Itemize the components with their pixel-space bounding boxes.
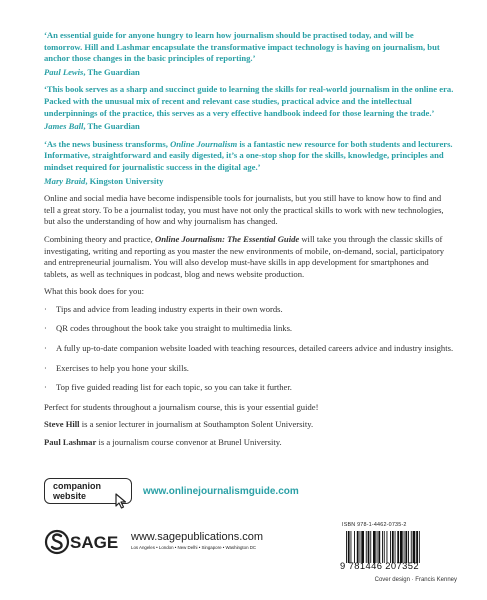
author-2-name: Paul Lashmar [44, 437, 97, 448]
bullet-mark: · [44, 303, 47, 314]
barcode-bar [387, 531, 388, 563]
isbn-label: ISBN 978-1-4462-0735-2 [342, 522, 407, 528]
barcode-bar [419, 531, 420, 563]
quote-3-source: , Kingston University [85, 175, 164, 186]
bullet-mark: · [44, 343, 47, 354]
barcode-bar [360, 531, 361, 563]
back-cover-content [44, 30, 454, 455]
author-2-bio [44, 437, 454, 449]
publisher-url[interactable]: www.sagepublications.com [131, 531, 264, 543]
does-heading: What this book does for you: [44, 286, 145, 297]
barcode-bar [348, 531, 350, 563]
bullet-mark: · [44, 323, 47, 334]
barcode-bar [384, 531, 385, 563]
list-item [44, 382, 454, 394]
cover-design-credit: Cover design · Francis Kenney [374, 577, 457, 583]
quote-1-text: ‘An essential guide for anyone hungry to learn how journalism should be practised today, and will be tomorrow. Hill and Lashmar encapsulate the transformative impact technology is having on journalism, but anchor those changes in the basic principles of reporting.’ [44, 30, 440, 64]
combining-before: Combining theory and practice, [44, 233, 155, 244]
sage-logo [44, 527, 128, 557]
combining-book-title: Online Journalism: The Essential Guide [154, 233, 300, 244]
quote-1-source: , The Guardian [83, 66, 140, 77]
barcode-bar [411, 531, 412, 563]
bullet-mark: · [44, 362, 47, 373]
list-item [44, 343, 454, 355]
barcode-bar [400, 531, 403, 563]
quote-2-text: ‘This book serves as a sharp and succinct guide to learning the skills for real-world journalism in the online era. Packed with the unusual mix of recent and relevant case studies, practical advice and the intellectual underpinnings of the practice, this serves as a very effective handbook indeed for those learning the trade.’ [44, 84, 454, 118]
barcode-bar [413, 531, 416, 563]
barcode-bar [346, 531, 347, 563]
closing-paragraph: Perfect for students throughout a journalism course, this is your essential guide! [44, 401, 319, 412]
quote-2-name: James Ball [44, 121, 84, 132]
barcode-bar [382, 531, 383, 563]
barcode-bar [378, 531, 380, 563]
quote-3-book-title: Online Journalism [170, 138, 238, 149]
quote-3-attribution [44, 176, 454, 188]
barcode-bar [351, 531, 352, 563]
list-item [44, 304, 454, 316]
barcode-bar [397, 531, 399, 563]
barcode-bar [373, 531, 376, 563]
quote-2-source: , The Guardian [83, 121, 140, 132]
barcode-bar [416, 531, 418, 563]
companion-line-2: website [53, 490, 87, 501]
barcode-bar [405, 531, 407, 563]
combining-paragraph [44, 234, 454, 280]
barcode-bar [392, 531, 394, 563]
barcode-bar [354, 531, 355, 563]
companion-website-link[interactable]: www.onlinejournalismguide.com [143, 486, 299, 497]
list-item-text: QR codes throughout the book take you straight to multimedia links. [56, 323, 293, 334]
list-item-text: Exercises to help you hone your skills. [56, 362, 189, 373]
quote-3 [44, 139, 454, 174]
barcode-bar [366, 531, 367, 563]
quote-2 [44, 84, 454, 119]
barcode-bar [370, 531, 371, 563]
barcode-bar [408, 531, 409, 563]
list-item [44, 363, 454, 375]
quote-3-text-before: ‘As the news business transforms, [44, 138, 171, 149]
quote-1 [44, 30, 454, 65]
quote-3-text-after: is a fantastic new resource for both students and lecturers. Informative, straightforward and easily digested, it’s a one-stop shop for the skills, knowledge, principles and mindset required for journalistic success in the digital age.’ [44, 138, 453, 172]
author-1-bio-text: is a senior lecturer in journalism at Southampton Solent University. [79, 419, 314, 430]
intro-paragraph: Online and social media have become indispensible tools for journalists, but you still have to know how to find and tell a great story. To be a journalist today, you must have not only the practical skills to work with new technologies, but also the understanding of how and why journalism has changed. [44, 193, 444, 227]
sage-logo-text: SAGE [70, 533, 119, 552]
barcode-bar [390, 531, 391, 563]
combining-after: will take you through the classic skills of investigating, writing and reporting as you master the new environments of mobile, on-demand, social, participatory and entrepreneurial journalism. You will also develop must-have skills in app development for smartphones and tablets, as well as techniques in podcast, blog and news website production. [44, 233, 444, 279]
barcode-digits: 9 781446 207352 [340, 560, 419, 571]
cursor-arrow-icon [115, 493, 127, 509]
author-1-name: Steve Hill [44, 419, 80, 430]
barcode-bar [377, 531, 378, 563]
list-item [44, 323, 454, 335]
publisher-cities: Los Angeles • London • New Delhi • Singapore • Washington DC [131, 545, 257, 550]
author-2-bio-text: is a journalism course convenor at Brunel University. [96, 437, 282, 448]
companion-website-badge[interactable] [44, 478, 132, 504]
author-1-bio [44, 419, 454, 431]
barcode-bar [395, 531, 396, 563]
barcode [346, 531, 444, 563]
quote-1-name: Paul Lewis [44, 66, 84, 77]
list-item-text: A fully up-to-date companion website loaded with teaching resources, detailed careers advice and industry insights. [56, 343, 454, 354]
list-item-text: Top five guided reading list for each topic, so you can take it further. [56, 382, 292, 393]
features-list [44, 304, 454, 394]
barcode-bar [357, 531, 359, 563]
quote-2-attribution [44, 121, 454, 133]
list-item-text: Tips and advice from leading industry experts in their own words. [56, 303, 283, 314]
barcode-bar [361, 531, 364, 563]
barcode-bar [404, 531, 405, 563]
bullet-mark: · [44, 382, 47, 393]
barcode-bar [368, 531, 370, 563]
companion-line-1: companion [53, 481, 102, 491]
quote-3-name: Mary Braid [44, 175, 86, 186]
quote-1-attribution [44, 67, 454, 79]
